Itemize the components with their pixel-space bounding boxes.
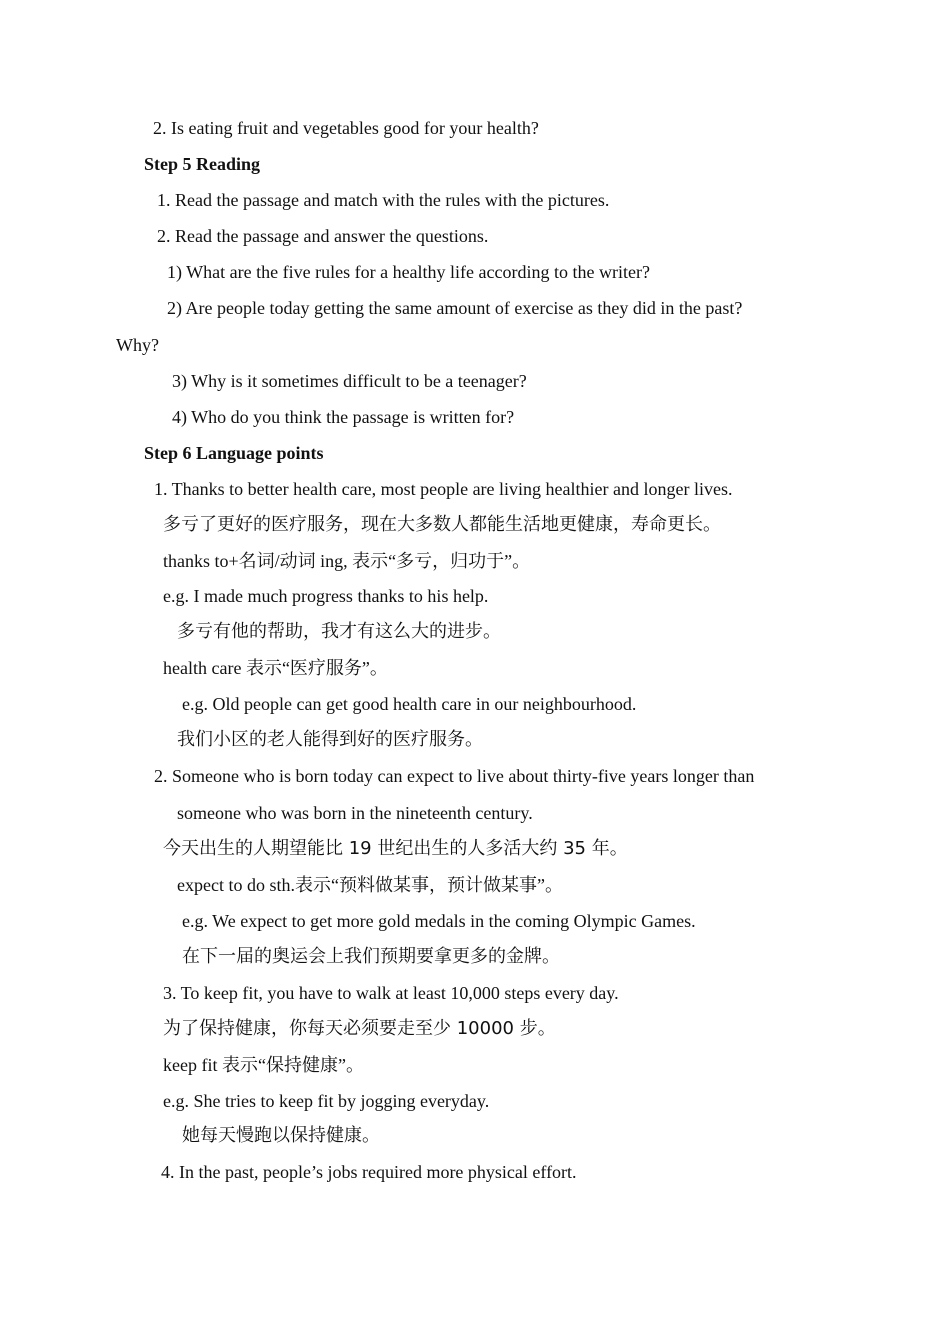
question-line: 2) Are people today getting the same amount of exercise as they did in the past? bbox=[167, 298, 743, 318]
chinese-translation: 在下一届的奥运会上我们预期要拿更多的金牌。 bbox=[182, 946, 560, 967]
language-point-sentence: 4. In the past, people’s jobs required more physical effort. bbox=[161, 1162, 577, 1182]
question-line: 4) Who do you think the passage is written for? bbox=[172, 407, 515, 427]
example-sentence: e.g. I made much progress thanks to his help. bbox=[163, 586, 489, 606]
chinese-translation: 她每天慢跑以保持健康。 bbox=[182, 1125, 380, 1146]
question-line: 1) What are the five rules for a healthy life according to the writer? bbox=[167, 262, 650, 282]
chinese-translation: 今天出生的人期望能比 19 世纪出生的人多活大约 35 年。 bbox=[163, 838, 628, 859]
chinese-translation: 我们小区的老人能得到好的医疗服务。 bbox=[177, 729, 483, 750]
example-sentence: e.g. She tries to keep fit by jogging everyday. bbox=[163, 1091, 490, 1111]
example-sentence: e.g. We expect to get more gold medals in the coming Olympic Games. bbox=[182, 911, 696, 931]
usage-note: health care 表示“医疗服务”。 bbox=[163, 658, 388, 678]
language-point-sentence-continuation: someone who was born in the nineteenth century. bbox=[177, 803, 533, 823]
section-heading-step5: Step 5 Reading bbox=[144, 154, 261, 174]
question-line: 3) Why is it sometimes difficult to be a teenager? bbox=[172, 371, 527, 391]
instruction-line: 1. Read the passage and match with the rules with the pictures. bbox=[157, 190, 610, 210]
question-line-continuation: Why? bbox=[116, 335, 159, 355]
chinese-translation: 多亏了更好的医疗服务，现在大多数人都能生活地更健康，寿命更长。 bbox=[163, 514, 721, 535]
example-sentence: e.g. Old people can get good health care in our neighbourhood. bbox=[182, 694, 637, 714]
section-heading-step6: Step 6 Language points bbox=[144, 443, 324, 463]
instruction-line: 2. Read the passage and answer the questions. bbox=[157, 226, 489, 246]
language-point-sentence: 1. Thanks to better health care, most people are living healthier and longer lives. bbox=[154, 479, 733, 499]
chinese-translation: 为了保持健康，你每天必须要走至少 10000 步。 bbox=[163, 1018, 556, 1039]
language-point-sentence: 3. To keep fit, you have to walk at least 10,000 steps every day. bbox=[163, 983, 619, 1003]
usage-note: expect to do sth.表示“预料做某事，预计做某事”。 bbox=[177, 875, 563, 895]
usage-note: thanks to+名词/动词 ing, 表示“多亏，归功于”。 bbox=[163, 551, 531, 571]
chinese-translation: 多亏有他的帮助，我才有这么大的进步。 bbox=[177, 621, 501, 642]
question-line: 2. Is eating fruit and vegetables good for your health? bbox=[153, 118, 539, 138]
usage-note: keep fit 表示“保持健康”。 bbox=[163, 1055, 364, 1075]
language-point-sentence: 2. Someone who is born today can expect to live about thirty-five years longer than bbox=[154, 766, 755, 786]
